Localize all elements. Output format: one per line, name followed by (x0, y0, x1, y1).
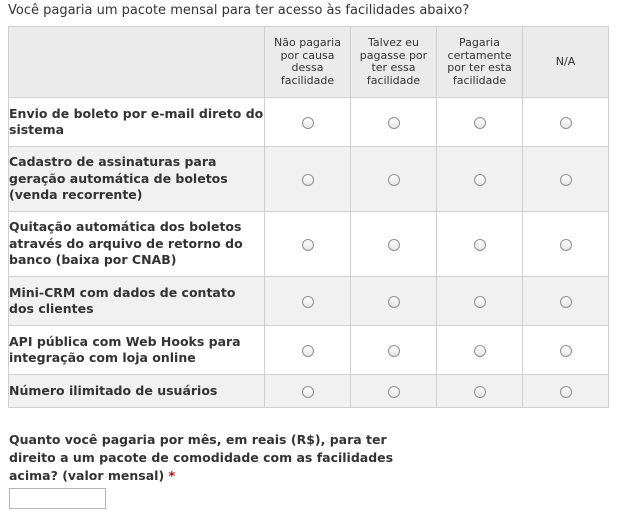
matrix-row-usuarios-ilimitados (9, 375, 609, 408)
option-cell (437, 326, 523, 375)
row-label: Quitação automática dos boletos através do arquivo de retorno do banco (baixa por CNAB) (9, 212, 265, 277)
radio-na[interactable] (560, 239, 572, 251)
option-cell (523, 98, 609, 147)
option-cell (351, 212, 437, 277)
price-question-text: Quanto você pagaria por mês, em reais (R$), para ter direito a um pacote de comodidade com as facilidades acima? (valor mensal) (9, 432, 394, 483)
radio-na[interactable] (560, 296, 572, 308)
radio-talvez[interactable] (388, 174, 400, 186)
option-cell (351, 326, 437, 375)
row-label: API pública com Web Hooks para integração com loja online (9, 326, 265, 375)
matrix-header-corner (9, 27, 265, 98)
row-label: Mini-CRM com dados de contato dos clientes (9, 277, 265, 326)
radio-talvez[interactable] (388, 239, 400, 251)
matrix-question-title: Você pagaria um pacote mensal para ter acesso às facilidades abaixo? (8, 3, 470, 18)
radio-nao-pagaria[interactable] (302, 239, 314, 251)
column-header-pagaria-certamente: Pagaria certamente por ter esta facilidade (437, 27, 523, 98)
radio-talvez[interactable] (388, 345, 400, 357)
radio-pagaria-certamente[interactable] (474, 386, 486, 398)
option-cell (265, 98, 351, 147)
option-cell (437, 277, 523, 326)
column-header-nao-pagaria: Não pagaria por causa dessa facilidade (265, 27, 351, 98)
option-cell (523, 147, 609, 212)
radio-na[interactable] (560, 117, 572, 129)
option-cell (523, 212, 609, 277)
option-cell (351, 375, 437, 408)
radio-talvez[interactable] (388, 386, 400, 398)
radio-nao-pagaria[interactable] (302, 117, 314, 129)
radio-nao-pagaria[interactable] (302, 386, 314, 398)
matrix-row-cadastro-assinaturas (9, 147, 609, 212)
option-cell (523, 277, 609, 326)
matrix-question-table (8, 26, 609, 408)
radio-na[interactable] (560, 345, 572, 357)
radio-nao-pagaria[interactable] (302, 174, 314, 186)
radio-nao-pagaria[interactable] (302, 296, 314, 308)
column-header-talvez: Talvez eu pagasse por ter essa facilidade (351, 27, 437, 98)
radio-talvez[interactable] (388, 296, 400, 308)
option-cell (265, 375, 351, 408)
radio-pagaria-certamente[interactable] (474, 174, 486, 186)
option-cell (351, 98, 437, 147)
option-cell (351, 147, 437, 212)
radio-pagaria-certamente[interactable] (474, 117, 486, 129)
option-cell (265, 147, 351, 212)
row-label: Número ilimitado de usuários (9, 375, 265, 408)
option-cell (437, 98, 523, 147)
column-header-na: N/A (523, 27, 609, 98)
option-cell (523, 326, 609, 375)
price-question-label (9, 431, 409, 485)
radio-na[interactable] (560, 386, 572, 398)
radio-pagaria-certamente[interactable] (474, 345, 486, 357)
matrix-row-mini-crm (9, 277, 609, 326)
radio-pagaria-certamente[interactable] (474, 296, 486, 308)
option-cell (437, 212, 523, 277)
monthly-price-input[interactable] (9, 488, 106, 509)
row-label: Cadastro de assinaturas para geração automática de boletos (venda recorrente) (9, 147, 265, 212)
required-marker: * (168, 468, 176, 483)
matrix-row-envio-boleto (9, 98, 609, 147)
option-cell (437, 147, 523, 212)
option-cell (351, 277, 437, 326)
row-label: Envio de boleto por e-mail direto do sistema (9, 98, 265, 147)
option-cell (265, 212, 351, 277)
matrix-row-api-publica (9, 326, 609, 375)
option-cell (437, 375, 523, 408)
option-cell (265, 326, 351, 375)
radio-talvez[interactable] (388, 117, 400, 129)
radio-na[interactable] (560, 174, 572, 186)
radio-nao-pagaria[interactable] (302, 345, 314, 357)
matrix-header-row (9, 27, 609, 98)
radio-pagaria-certamente[interactable] (474, 239, 486, 251)
matrix-row-quitacao-automatica (9, 212, 609, 277)
option-cell (265, 277, 351, 326)
option-cell (523, 375, 609, 408)
